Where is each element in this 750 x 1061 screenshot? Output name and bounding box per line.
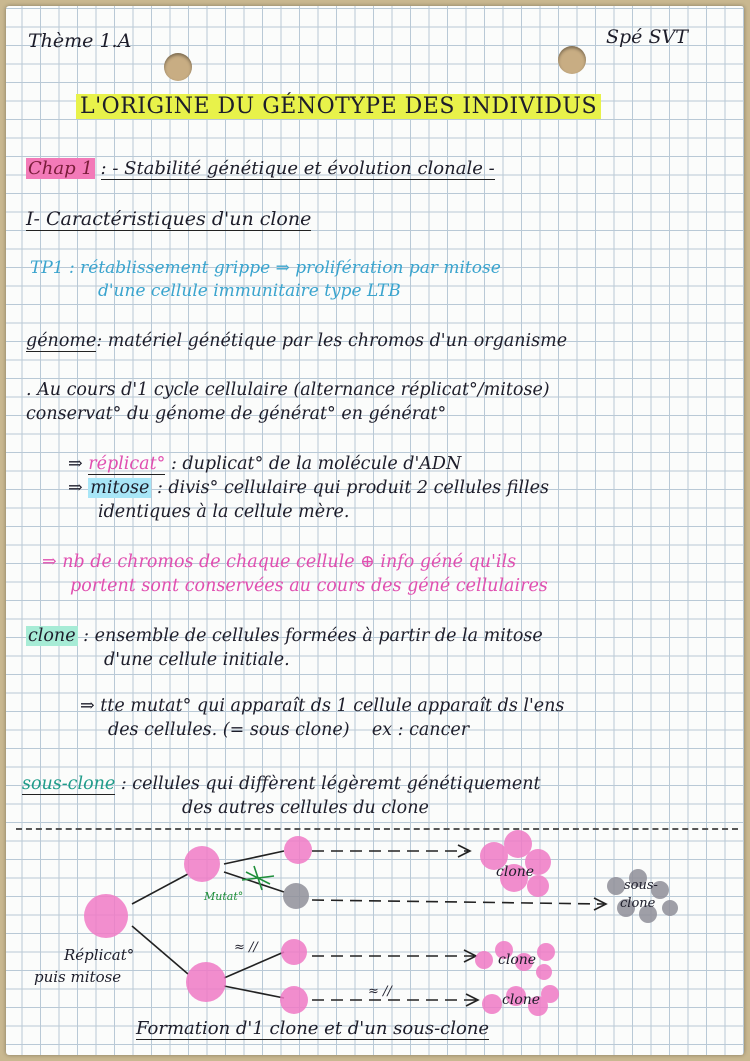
cycle-line-1: . Au cours d'1 cycle cellulaire (alternance réplicat°/mitose) <box>26 380 550 400</box>
mitose-term: mitose <box>90 478 150 498</box>
tp-line-1: TP1 : rétablissement grippe ⇒ prolifération par mitose <box>30 258 501 278</box>
clone-example: ex : cancer <box>371 720 470 740</box>
sous-clone-def-2: des autres cellules du clone <box>182 798 429 818</box>
replication-label-1: Réplicat° <box>64 946 135 964</box>
genome-term: génome <box>26 331 97 351</box>
notebook-page <box>6 6 744 1055</box>
clone-term: clone <box>28 626 76 646</box>
daughter-cell <box>184 846 220 882</box>
cell <box>281 939 307 965</box>
branch-line <box>132 874 188 904</box>
replication-label-2: puis mitose <box>34 968 122 986</box>
mutated-cell <box>283 883 309 909</box>
sous-clone-term: sous-clone <box>22 774 116 794</box>
replication-term: réplicat° <box>88 454 166 474</box>
cycle-line-2: conservat° du génome de générat° en générat° <box>26 404 447 424</box>
clone-mutation-text: tte mutat° qui apparaît ds 1 cellule apparaît ds l'ens <box>100 696 565 716</box>
sous-clone-label-2: clone <box>620 896 656 911</box>
arrow-line <box>312 900 604 904</box>
initial-cell <box>84 894 128 938</box>
branch-line <box>132 926 188 974</box>
cell <box>284 836 312 864</box>
chapter-label: Chap 1 <box>28 158 93 179</box>
clone-def-2: d'une cellule initiale. <box>104 650 290 670</box>
mitose-def-1: : divis° cellulaire qui produit 2 cellules filles <box>156 478 549 498</box>
tick-mark-2: ≈ // <box>368 984 392 999</box>
branch-line <box>224 872 284 892</box>
clone-label-2: clone <box>498 952 537 968</box>
sous-clone-label-1: sous- <box>624 878 658 893</box>
theme-label: Thème 1.A <box>28 30 132 52</box>
branch-line <box>224 986 284 998</box>
genome-def: : matériel génétique par les chromos d'un organisme <box>96 331 568 351</box>
clone-def-1: : ensemble de cellules formées à partir de la mitose <box>83 626 543 646</box>
mutation-label: Mutat° <box>204 890 244 903</box>
arrow-icon: ⇒ <box>68 454 83 474</box>
subject-label: Spé SVT <box>606 26 688 48</box>
conclusion-line-2: portent sont conservées au cours des géné cellulaires <box>70 576 548 596</box>
replication-def: : duplicat° de la molécule d'ADN <box>170 454 462 474</box>
clone-mutation-text-2: des cellules. (= sous clone) <box>108 720 350 740</box>
clone-label-1: clone <box>496 864 535 880</box>
conclusion-line-1: ⇒ nb de chromos de chaque cellule ⊕ info géné qu'ils <box>42 552 517 572</box>
daughter-cell <box>186 962 226 1002</box>
diagram-caption: Formation d'1 clone et d'un sous-clone <box>136 1018 490 1039</box>
sous-clone-def-1: : cellules qui diffèrent légèremt génétiquement <box>120 774 541 794</box>
arrow-icon: ⇒ <box>80 696 95 716</box>
page-title: L'ORIGINE DU GÉNOTYPE DES INDIVIDUS <box>76 94 601 119</box>
branch-line <box>224 952 284 978</box>
chapter-title: : - Stabilité génétique et évolution clonale - <box>100 158 495 179</box>
section-heading: I- Caractéristiques d'un clone <box>26 208 312 230</box>
arrow-icon: ⇒ <box>68 478 83 498</box>
mitose-def-2: identiques à la cellule mère. <box>98 502 350 522</box>
tick-mark-1: ≈ // <box>234 940 258 955</box>
cell <box>280 986 308 1014</box>
clone-label-3: clone <box>502 992 541 1008</box>
tp-line-2: d'une cellule immunitaire type LTB <box>98 281 401 301</box>
branch-line <box>224 851 284 864</box>
